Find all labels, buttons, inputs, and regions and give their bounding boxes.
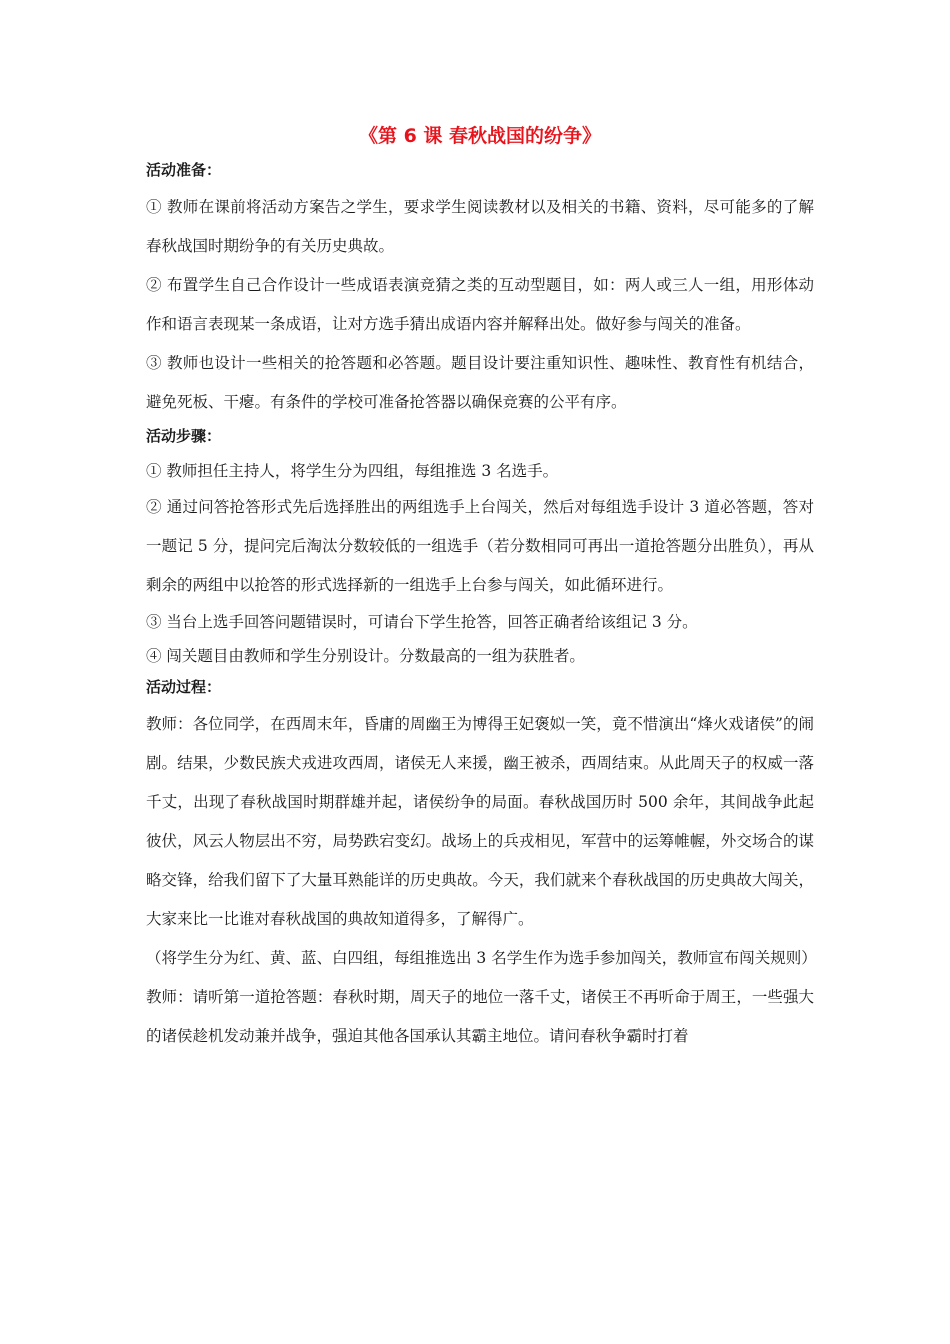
preparation-item-2: ② 布置学生自己合作设计一些成语表演竞猜之类的互动型题目，如：两人或三人一组，用形体动作和语言表现某一条成语，让对方选手猜出成语内容并解释出处。做好参与闯关的准备。 bbox=[146, 276, 814, 333]
steps-item-1: ① 教师担任主持人，将学生分为四组，每组推选 3 名选手。 bbox=[146, 462, 559, 480]
section-heading-preparation: 活动准备： bbox=[146, 161, 222, 179]
document-title: 《第 6 课 春秋战国的纷争》 bbox=[358, 125, 602, 147]
document-page bbox=[146, 120, 817, 1056]
preparation-item-1: ① 教师在课前将活动方案告之学生，要求学生阅读教材以及相关的书籍、资料，尽可能多的了解春秋战国时期纷争的有关历史典故。 bbox=[146, 198, 814, 255]
section-preparation bbox=[146, 156, 814, 422]
process-paragraph-2: （将学生分为红、黄、蓝、白四组，每组推选出 3 名学生作为选手参加闯关，教师宣布闯关规则） bbox=[146, 949, 817, 967]
steps-item-4: ④ 闯关题目由教师和学生分别设计。分数最高的一组为获胜者。 bbox=[146, 647, 585, 665]
preparation-item-3: ③ 教师也设计一些相关的抢答题和必答题。题目设计要注重知识性、趣味性、教育性有机结合，避免死板、干瘪。有条件的学校可准备抢答器以确保竞赛的公平有序。 bbox=[146, 354, 814, 411]
process-paragraph-1: 教师：各位同学，在西周末年，昏庸的周幽王为博得王妃褒姒一笑，竟不惜演出“烽火戏诸侯”的闹剧。结果，少数民族犬戎进攻西周，诸侯无人来援，幽王被杀，西周结束。从此周天子的权威一落千丈，出现了春秋战国时期群雄并起，诸侯纷争的局面。春秋战国历时 500 余年，其间战争此起彼伏，风云人物层出不穷，局势跌宕变幻。战场上的兵戎相见，军营中的运筹帷幄，外交场合的谋略交锋，给我们留下了大量耳熟能详的历史典故。今天，我们就来个春秋战国的历史典故大闯关，大家来比一比谁对春秋战国的典故知道得多，了解得广。 bbox=[146, 715, 814, 928]
section-heading-process: 活动过程： bbox=[146, 678, 222, 696]
process-paragraph-3: 教师：请听第一道抢答题：春秋时期，周天子的地位一落千丈，诸侯王不再听命于周王，一些强大的诸侯趁机发动兼并战争，强迫其他各国承认其霸主地位。请问春秋争霸时打着 bbox=[146, 988, 814, 1045]
section-steps bbox=[146, 422, 814, 673]
section-heading-steps: 活动步骤： bbox=[146, 427, 222, 445]
steps-item-3: ③ 当台上选手回答问题错误时，可请台下学生抢答，回答正确者给该组记 3 分。 bbox=[146, 613, 698, 631]
steps-item-2: ② 通过问答抢答形式先后选择胜出的两组选手上台闯关，然后对每组选手设计 3 道必答题，答对一题记 5 分，提问完后淘汰分数较低的一组选手（若分数相同可再出一道抢答题分出胜负），再从剩余的两组中以抢答的形式选择新的一组选手上台参与闯关，如此循环进行。 bbox=[146, 498, 814, 594]
section-process bbox=[146, 673, 817, 1056]
